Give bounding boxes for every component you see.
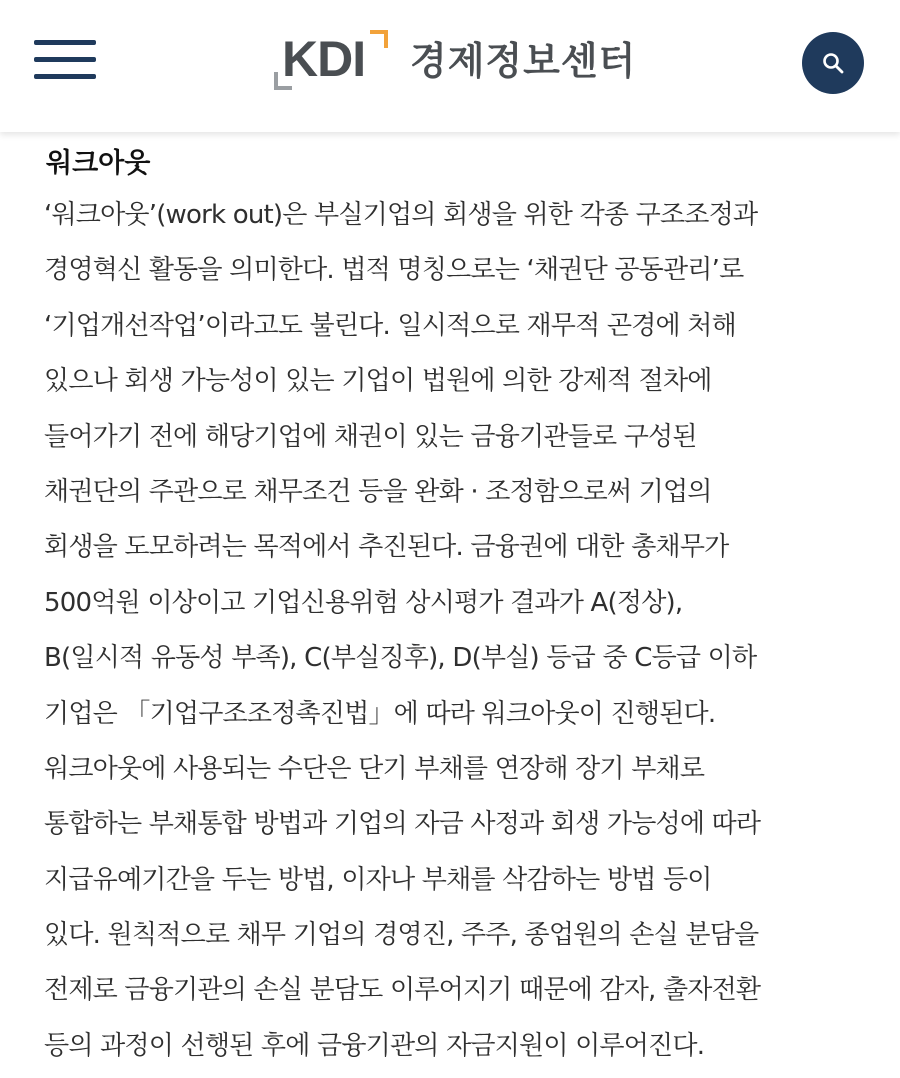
menu-bar-line	[34, 74, 96, 79]
description-line: 전제로 금융기관의 손실 분담도 이루어지기 때문에 감자, 출자전환	[44, 975, 761, 1006]
logo-brand-text: KDI	[282, 31, 366, 87]
top-header	[0, 0, 900, 132]
description-line: 지급유예기간을 두는 방법, 이자나 부채를 삭감하는 방법 등이	[44, 864, 712, 895]
logo-bracket-accent	[370, 30, 388, 48]
description-line: ‘워크아웃’(work out)은 부실기업의 회생을 위한 각종 구조조정과	[44, 200, 758, 230]
menu-bar-line	[34, 40, 96, 45]
search-button[interactable]	[802, 32, 864, 94]
term-description	[44, 192, 874, 1078]
menu-bar-line	[34, 57, 96, 62]
description-line: 있으나 회생 가능성이 있는 기업이 법원에 의한 강제적 절차에	[44, 366, 712, 397]
description-line: B(일시적 유동성 부족), C(부실징후), D(부실) 등급 중 C등급 이하	[44, 643, 757, 674]
description-line: 500억원 이상이고 기업신용위험 상시평가 결과가 A(정상),	[44, 587, 683, 618]
description-line: 통합하는 부채통합 방법과 기업의 자금 사정과 회생 가능성에 따라	[44, 809, 761, 840]
hamburger-menu-icon[interactable]	[34, 40, 98, 84]
description-line: 들어가기 전에 해당기업에 채권이 있는 금융기관들로 구성된	[44, 421, 697, 452]
description-line: 경영혁신 활동을 의미한다. 법적 명칭으로는 ‘채권단 공동관리’로	[44, 255, 744, 286]
description-line: 워크아웃에 사용되는 수단은 단기 부채를 연장해 장기 부채로	[44, 753, 705, 784]
description-line: 채권단의 주관으로 채무조건 등을 완화 · 조정함으로써 기업의	[44, 476, 712, 507]
term-title: 워크아웃	[46, 148, 151, 179]
description-line: 등의 과정이 선행된 후에 금융기관의 자금지원이 이루어진다.	[44, 1030, 705, 1061]
description-line: 기업은 「기업구조조정촉진법」에 따라 워크아웃이 진행된다.	[44, 698, 716, 729]
kdi-logo[interactable]	[270, 26, 640, 96]
logo-title-text: 경제정보센터	[410, 39, 637, 83]
description-line: ‘기업개선작업’이라고도 불린다. 일시적으로 재무적 곤경에 처해	[44, 310, 736, 341]
article-content	[0, 132, 900, 1061]
description-line: 있다. 원칙적으로 채무 기업의 경영진, 주주, 종업원의 손실 분담을	[44, 920, 759, 951]
description-line: 회생을 도모하려는 목적에서 추진된다. 금융권에 대한 총채무가	[44, 532, 729, 563]
search-icon	[821, 51, 845, 75]
